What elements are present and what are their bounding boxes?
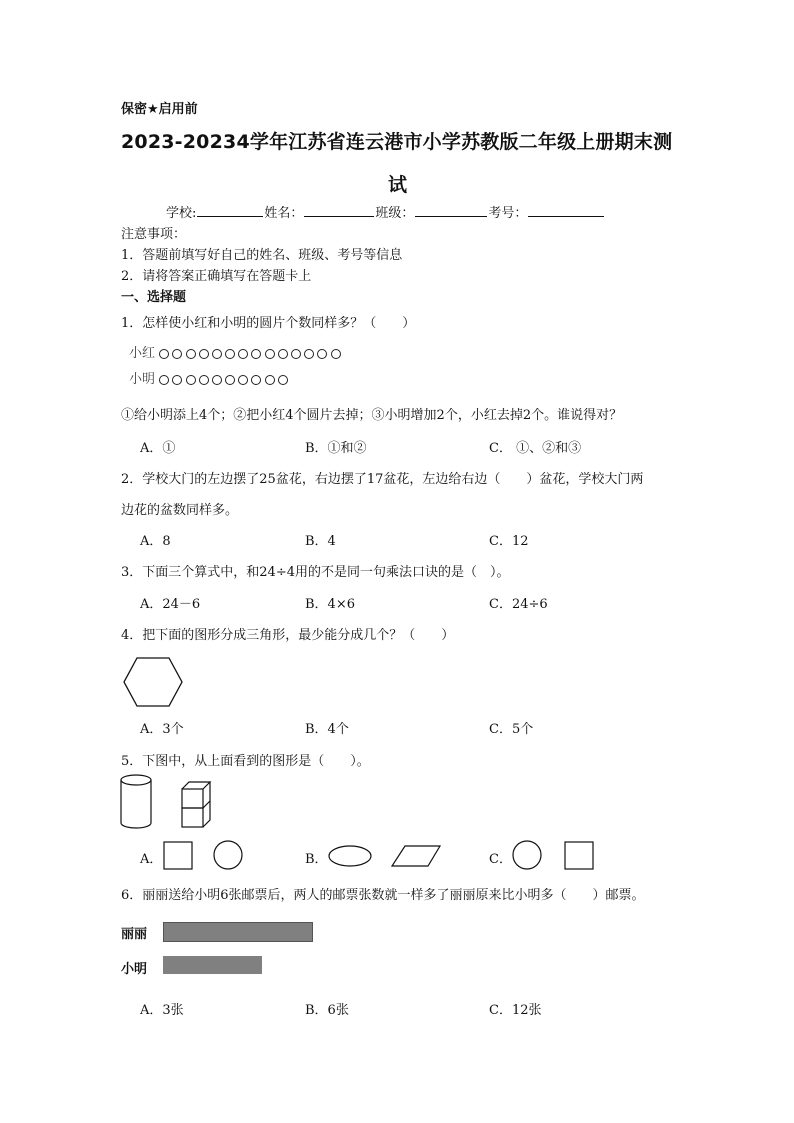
counter-circle [291,349,301,359]
counter-circle [159,349,169,359]
q2-stem-line2: 边花的盆数同样多。 [121,503,239,518]
q5-option-c-shapes[interactable] [511,840,597,872]
q3-option-c[interactable]: C．24÷6 [489,597,548,612]
q4-stem: 4．把下面的图形分成三角形，最少能分成几个？（ ） [121,628,455,643]
confidential-label: 保密★启用前 [121,102,198,117]
counter-circle [212,375,222,385]
q1-option-b[interactable]: B．①和② [305,441,367,456]
exam-no-blank[interactable] [528,203,604,217]
square-shape [164,842,192,869]
q1-xiaoming-circles [159,372,291,387]
q4-option-b[interactable]: B．4个 [305,722,349,737]
counter-circle [238,375,248,385]
counter-circle [251,349,261,359]
hexagon-figure [122,656,184,708]
q6-option-c[interactable]: C．12张 [489,1003,542,1018]
stacked-cubes-figure [180,780,212,830]
q5-option-a-label[interactable]: A． [140,852,163,867]
counter-circle [199,349,209,359]
parallelogram-shape [392,846,440,866]
counter-circle [225,349,235,359]
q1-stem: 1．怎样使小红和小明的圆片个数同样多？（ ） [121,316,416,331]
q4-option-a[interactable]: A．3个 [140,722,184,737]
q5-option-b-shapes[interactable] [326,840,444,872]
page-title-line2: 试 [388,174,408,196]
counter-circle [172,375,182,385]
section-heading: 一、选择题 [121,290,187,305]
q2-option-c[interactable]: C．12 [489,534,529,549]
counter-circle [331,349,341,359]
school-blank[interactable] [197,203,263,217]
q1-xiaoming-row [129,368,291,387]
q1-xiaohong-row [129,342,344,361]
square-shape [565,842,593,869]
q1-xiaohong-label: 小红 [129,346,156,361]
q2-stem-line1: 2．学校大门的左边摆了25盆花，右边摆了17盆花，左边给右边（ ）盆花，学校大门两 [121,472,644,487]
circle-shape [513,841,541,869]
q2-option-a[interactable]: A．8 [140,534,171,549]
q6-stem: 6．丽丽送给小明6张邮票后，两人的邮票张数就一样多了丽丽原来比小明多（ ）邮票。 [121,888,645,903]
counter-circle [304,349,314,359]
q6-xiaoming-bar [163,956,262,974]
q6-lili-bar [163,922,313,942]
q1-option-a[interactable]: A．① [140,441,176,456]
q3-option-a[interactable]: A．24－6 [140,597,201,612]
q1-xiaohong-circles [159,346,344,361]
counter-circle [265,375,275,385]
counter-circle [172,349,182,359]
notes-heading: 注意事项： [121,227,187,242]
counter-circle [317,349,327,359]
counter-circle [278,375,288,385]
q6-lili-label: 丽丽 [121,927,148,942]
class-label: 班级： [375,206,415,221]
q6-option-b[interactable]: B．6张 [305,1003,349,1018]
school-label: 学校: [166,206,197,221]
page-title-line1: 2023-20234学年江苏省连云港市小学苏教版二年级上册期末测 [121,131,673,153]
q5-stem: 5．下图中，从上面看到的图形是（ ）。 [121,754,370,769]
q6-option-a[interactable]: A．3张 [140,1003,184,1018]
q5-option-c-label[interactable]: C． [489,852,512,867]
q1-sub: ①给小明添上4个；②把小红4个圆片去掉；③小明增加2个，小红去掉2个。谁说得对？ [121,408,623,423]
q5-option-a-shapes[interactable] [162,840,246,872]
class-blank[interactable] [415,203,487,217]
exam-no-label: 考号： [488,206,528,221]
q5-option-b-label[interactable]: B． [305,852,328,867]
counter-circle [225,375,235,385]
q4-option-c[interactable]: C．5个 [489,722,534,737]
name-label: 姓名： [264,206,304,221]
counter-circle [199,375,209,385]
q1-option-c[interactable]: C． ①、②和③ [489,441,582,456]
q3-option-b[interactable]: B．4×6 [305,597,355,612]
counter-circle [278,349,288,359]
name-blank[interactable] [304,203,374,217]
counter-circle [251,375,261,385]
q2-option-b[interactable]: B．4 [305,534,336,549]
circle-shape [214,841,242,869]
counter-circle [212,349,222,359]
q6-xiaoming-label: 小明 [121,962,148,977]
note-item-2: 2．请将答案正确填写在答题卡上 [121,269,312,284]
cylinder-figure [118,773,156,831]
counter-circle [238,349,248,359]
ellipse-shape [329,846,371,866]
counter-circle [186,349,196,359]
counter-circle [186,375,196,385]
student-info-line [166,202,605,221]
q3-stem: 3．下面三个算式中，和24÷4用的不是同一句乘法口诀的是（ ）。 [121,565,510,580]
counter-circle [265,349,275,359]
q1-xiaoming-label: 小明 [129,372,156,387]
counter-circle [159,375,169,385]
note-item-1: 1．答题前填写好自己的姓名、班级、考号等信息 [121,248,403,263]
